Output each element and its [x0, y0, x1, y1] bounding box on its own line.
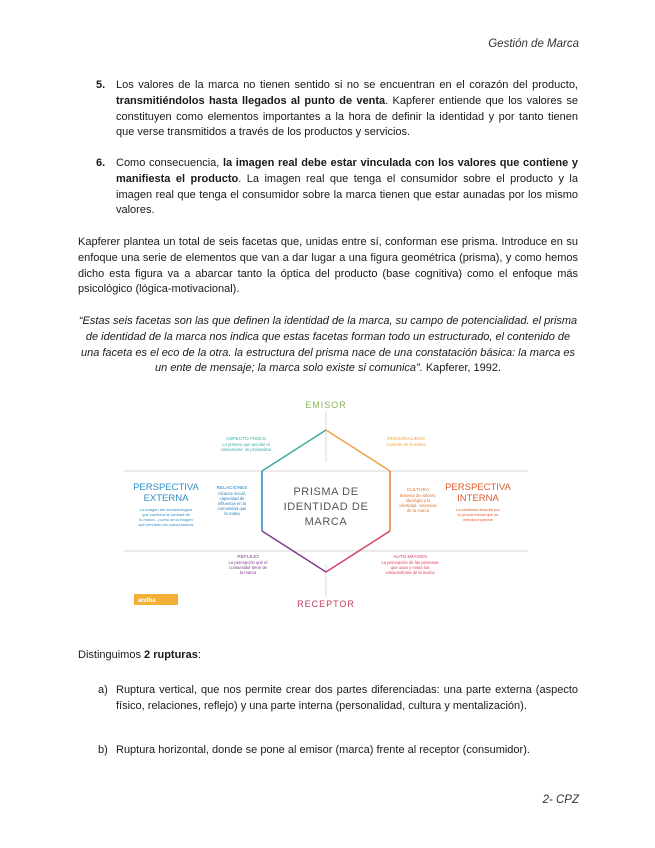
- bold-run: transmitiéndolos hasta llegados al punto de venta: [116, 94, 386, 107]
- relaciones-line: la rodea: [224, 511, 240, 516]
- emisor-label: EMISOR: [305, 400, 347, 410]
- list-text: [116, 78, 578, 141]
- cultura-line: ideología y la: [405, 498, 431, 503]
- autoimagen-line: consumidores de la marca: [385, 570, 435, 575]
- prism-title-line: MARCA: [304, 516, 348, 528]
- hex-edge-personalidad: [326, 430, 390, 471]
- perspectiva-interna-title: PERSPECTIVA: [445, 482, 511, 493]
- relaciones-line: comunidad que: [217, 506, 247, 511]
- text-run: . La imagen real que tenga el consumidor sobre el producto y la imagen real que tenga el consumidor sobre la marca tienen que estar aunadas por los mismo valores.: [116, 172, 578, 217]
- intro-paragraph: Kapferer plantea un total de seis facetas que, unidas entre sí, conforman ese prisma. Introduce en su enfoque una serie de elementos que van a dar lugar a una figura geométrica (prisma), y como hemos dicho esta figura va a abarcar tanto la óptica del producto (base cognitiva) como el enfoque más psicológico (lógica-motivacional).: [78, 236, 578, 296]
- prism-title-line: PRISMA DE: [293, 486, 359, 498]
- aspecto-fisico-line: Lo primero que percibe el: [222, 442, 270, 447]
- hex-edge-reflejo: [262, 531, 326, 572]
- prism-title-line: IDENTIDAD DE: [283, 501, 369, 513]
- hex-edge-autoimagen: [326, 531, 390, 572]
- list-number: 5.: [96, 79, 106, 91]
- list-text: [116, 156, 578, 219]
- ext-desc-line: La imagen del semantologica: [139, 507, 193, 512]
- autoimagen-line: La percepción de las personas: [381, 560, 439, 565]
- receptor-label: RECEPTOR: [297, 599, 355, 609]
- list-item-5: [96, 78, 578, 141]
- int-desc-line: la propia marca que se: [457, 512, 499, 517]
- personalidad-title: PERSONALIDAD: [387, 437, 425, 442]
- int-desc-line: intenta proyectar: [463, 517, 493, 522]
- hex-edge-aspecto: [262, 430, 326, 471]
- bold-run: la imagen real debe estar vinculada con los valores que contiene y manifiesta el producto: [116, 157, 579, 185]
- ext-desc-line: que combina la vanidad de: [142, 512, 190, 517]
- relaciones-title: RELACIONES: [216, 486, 248, 491]
- reflejo-line: La percepción que el: [228, 560, 268, 565]
- relaciones-line: capacidad de: [219, 496, 245, 501]
- aspecto-fisico-title: ASPECTO FÍSICO: [225, 437, 267, 442]
- text-run: Como consecuencia,: [116, 157, 223, 169]
- reflejo-line: consumidor tiene de: [229, 565, 267, 570]
- text-run: . Kapferer entiende que los valores se constituyen como elementos importantes a la hora de definir la identidad y por tanto tienen que verse transmitidos a través de los productos y servicios.: [116, 94, 579, 139]
- page-header: Gestión de Marca: [488, 38, 579, 50]
- personalidad-line: Carácter de la marca: [386, 442, 426, 447]
- ruptura-item-a: [98, 683, 578, 715]
- quote-author: Kapferer, 1992.: [422, 362, 502, 375]
- relaciones-line: Alcance social,: [218, 491, 246, 496]
- rupturas-intro: [78, 648, 201, 664]
- andha-logo-text: andha: [138, 598, 156, 604]
- quote-text: “Estas seis facetas son las que definen la identidad de la marca, su campo de potencialidad. el prisma de identidad de la marca nos indica que estas facetas forman todo un estructurado, el contenido de una faceta es el eco de la otra. la estructura del prisma nace de una constatación básica: la marca es un ente de mensaje; la marca solo existe si comunica”.: [78, 315, 578, 375]
- aspecto-fisico-line: consumidor: un profundizar: [220, 447, 272, 452]
- quote-block: [78, 314, 578, 377]
- text-run: Los valores de la marca no tienen sentido si no se encuentran en el corazón del producto,: [116, 79, 578, 91]
- reflejo-line: la marca: [239, 570, 257, 575]
- int-desc-line: La identidad descrita por: [456, 507, 500, 512]
- list-number: 6.: [96, 157, 106, 169]
- ext-desc-line: tu marca, ¿como se la imagen: [139, 517, 193, 522]
- cultura-line: de la marca: [407, 508, 429, 513]
- ruptura-text: Ruptura vertical, que nos permite crear dos partes diferenciadas: una parte externa (aspecto físico, relaciones, reflejo) y una parte interna (personalidad, cultura y mentalización).: [116, 684, 578, 712]
- brand-prism-diagram: [124, 392, 528, 614]
- list-item-6: [96, 156, 578, 219]
- autoimagen-title: AUTO-IMAGEN: [393, 555, 427, 560]
- ruptura-text: Ruptura horizontal, donde se pone al emisor (marca) frente al receptor (consumidor).: [116, 744, 530, 756]
- reflejo-title: REFLEJO: [237, 555, 259, 560]
- text-run: :: [197, 649, 201, 661]
- ruptura-label: a): [98, 684, 108, 696]
- bold-run: 2 rupturas: [144, 649, 198, 661]
- perspectiva-externa-title: EXTERNA: [143, 493, 189, 504]
- cultura-line: Sistema de valores,: [399, 493, 437, 498]
- page-footer: 2- CPZ: [542, 794, 579, 806]
- autoimagen-line: que usan y miran los: [390, 565, 430, 570]
- cultura-title: CULTURA: [406, 488, 430, 493]
- perspectiva-interna-title: INTERNA: [457, 493, 499, 504]
- ext-desc-line: que perciben los consumidores: [138, 522, 194, 527]
- ruptura-item-b: [98, 743, 578, 759]
- perspectiva-externa-title: PERSPECTIVA: [133, 482, 199, 493]
- cultura-line: identidad, creencias: [399, 503, 437, 508]
- text-run: Distinguimos: [78, 649, 145, 661]
- relaciones-line: influencia en la: [218, 501, 246, 506]
- ruptura-label: b): [98, 744, 108, 756]
